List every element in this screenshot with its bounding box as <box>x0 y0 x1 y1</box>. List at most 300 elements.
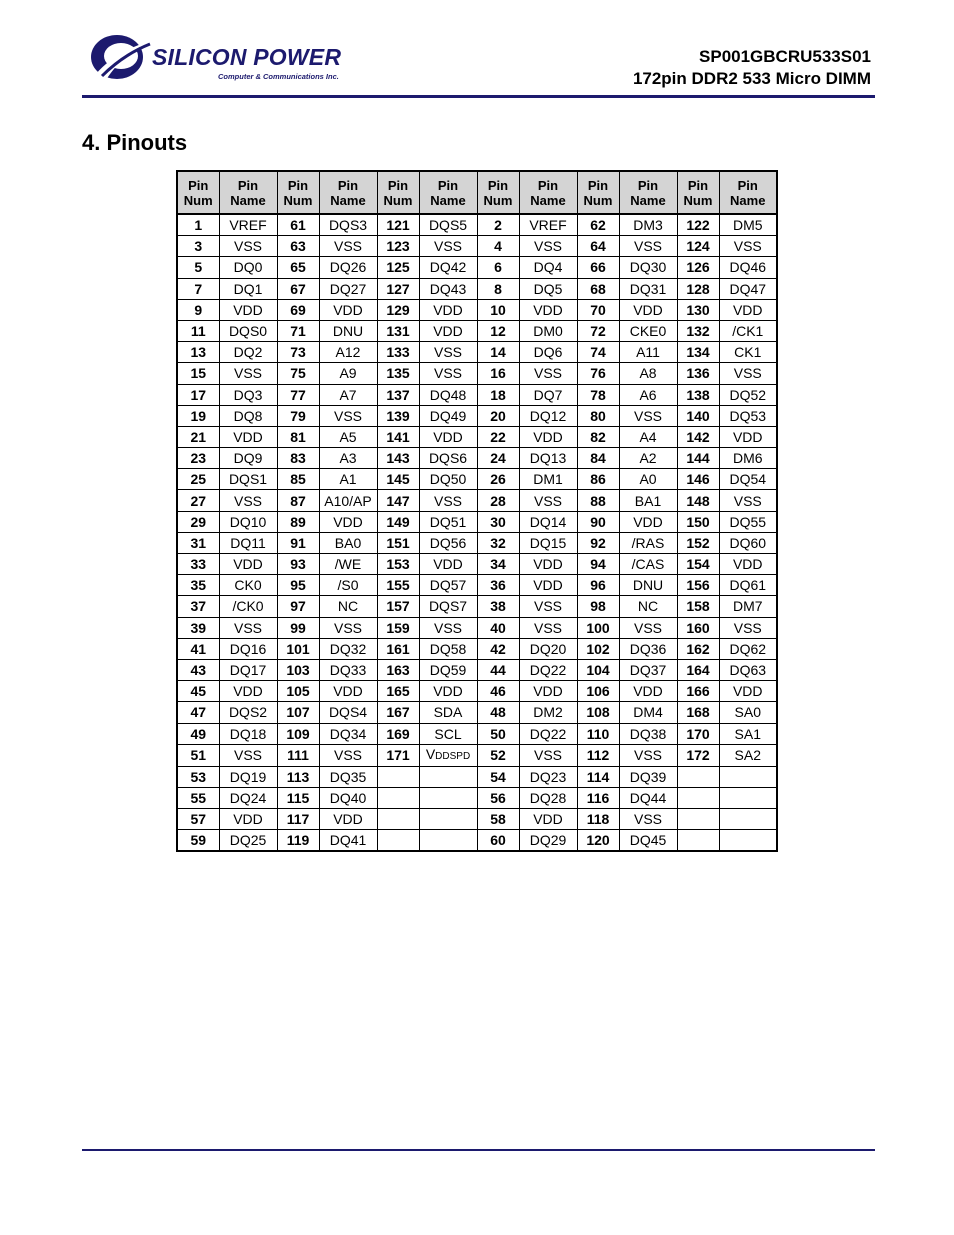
pin-name-cell: A11 <box>619 342 677 363</box>
pin-name-cell: DQ38 <box>619 723 677 744</box>
pin-name-cell: DQ52 <box>719 384 777 405</box>
column-header-line: Pin <box>587 177 609 193</box>
pin-number-cell: 16 <box>477 363 519 384</box>
pin-number-cell: 69 <box>277 299 319 320</box>
pin-number-cell: 136 <box>677 363 719 384</box>
pin-name-cell: BA1 <box>619 490 677 511</box>
pin-name-cell: DQ44 <box>619 787 677 808</box>
column-header-line: Pin <box>337 177 359 193</box>
pin-name-cell: DQ42 <box>419 257 477 278</box>
table-row <box>177 766 777 787</box>
table-row <box>177 702 777 723</box>
table-row <box>177 490 777 511</box>
pin-name-cell <box>719 766 777 787</box>
pin-name-cell: DQ0 <box>219 257 277 278</box>
pin-number-cell: 32 <box>477 532 519 553</box>
pin-name-cell: DQ61 <box>719 575 777 596</box>
pin-name-cell: DNU <box>619 575 677 596</box>
pin-number-cell: 3 <box>177 236 219 257</box>
pin-number-cell: 1 <box>177 214 219 236</box>
column-header-pin-name <box>219 171 277 214</box>
pin-name-cell: VDD <box>719 681 777 702</box>
pin-number-cell: 152 <box>677 532 719 553</box>
pin-number-cell: 169 <box>377 723 419 744</box>
pin-number-cell: 120 <box>577 830 619 852</box>
pin-name-cell: VSS <box>419 236 477 257</box>
pin-name-cell: VSS <box>419 342 477 363</box>
pin-number-cell: 70 <box>577 299 619 320</box>
pin-number-cell: 42 <box>477 638 519 659</box>
pin-number-cell: 161 <box>377 638 419 659</box>
pin-name-cell: VSS <box>519 596 577 617</box>
pin-name-cell: A8 <box>619 363 677 384</box>
pin-number-cell: 88 <box>577 490 619 511</box>
column-header-line: Num <box>683 192 713 208</box>
pin-number-cell: 145 <box>377 469 419 490</box>
pin-number-cell: 137 <box>377 384 419 405</box>
pin-name-cell: DQ23 <box>519 766 577 787</box>
pin-name-cell: A0 <box>619 469 677 490</box>
column-header-line: Num <box>383 192 413 208</box>
pin-name-cell: VDD <box>519 299 577 320</box>
table-row <box>177 342 777 363</box>
pin-name-cell: VDD <box>519 681 577 702</box>
pin-number-cell: 82 <box>577 426 619 447</box>
column-header-pin-name <box>419 171 477 214</box>
pin-number-cell: 86 <box>577 469 619 490</box>
pin-name-cell: DQ41 <box>319 830 377 852</box>
pin-name-cell: VSS <box>619 405 677 426</box>
pin-number-cell: 9 <box>177 299 219 320</box>
column-header-line: Name <box>430 192 466 208</box>
pin-number-cell: 51 <box>177 744 219 766</box>
pin-number-cell: 87 <box>277 490 319 511</box>
pin-name-cell: DM5 <box>719 214 777 236</box>
pin-number-cell: 56 <box>477 787 519 808</box>
pin-name-cell: VSS <box>519 363 577 384</box>
pin-number-cell <box>377 809 419 830</box>
pin-name-cell: DQS4 <box>319 702 377 723</box>
pin-name-cell: DQ32 <box>319 638 377 659</box>
pin-name-cell: DQS0 <box>219 320 277 341</box>
table-row <box>177 214 777 236</box>
column-header-pin-name <box>719 171 777 214</box>
pin-name-cell: DQ30 <box>619 257 677 278</box>
pin-number-cell: 73 <box>277 342 319 363</box>
pin-name-cell: DQ33 <box>319 659 377 680</box>
pin-number-cell: 8 <box>477 278 519 299</box>
column-header-line: Num <box>183 192 213 208</box>
pin-name-cell: DQ62 <box>719 638 777 659</box>
pin-number-cell: 135 <box>377 363 419 384</box>
column-header-pin-num <box>277 171 319 214</box>
pin-name-cell: /S0 <box>319 575 377 596</box>
pin-number-cell: 35 <box>177 575 219 596</box>
pin-number-cell: 144 <box>677 448 719 469</box>
pin-name-cell: DQ16 <box>219 638 277 659</box>
logo-swoosh-icon <box>88 30 152 86</box>
pin-name-cell: VDD <box>519 554 577 575</box>
pin-name-cell: DQS6 <box>419 448 477 469</box>
pin-number-cell: 80 <box>577 405 619 426</box>
pin-number-cell: 163 <box>377 659 419 680</box>
pin-name-cell: DQS1 <box>219 469 277 490</box>
pin-name-cell: VDD <box>319 809 377 830</box>
table-row <box>177 723 777 744</box>
table-row <box>177 659 777 680</box>
pin-number-cell: 22 <box>477 426 519 447</box>
pin-number-cell: 19 <box>177 405 219 426</box>
pin-number-cell: 65 <box>277 257 319 278</box>
pin-name-cell: SDA <box>419 702 477 723</box>
pin-number-cell: 30 <box>477 511 519 532</box>
pin-number-cell: 99 <box>277 617 319 638</box>
pin-name-cell: DQ50 <box>419 469 477 490</box>
pin-name-cell: DQ6 <box>519 342 577 363</box>
pin-name-cell: VDD <box>419 554 477 575</box>
pin-name-cell: DQS5 <box>419 214 477 236</box>
pin-number-cell: 138 <box>677 384 719 405</box>
pin-number-cell: 83 <box>277 448 319 469</box>
pin-number-cell: 103 <box>277 659 319 680</box>
pin-name-cell: A12 <box>319 342 377 363</box>
pin-number-cell: 48 <box>477 702 519 723</box>
part-number: SP001GBCRU533S01 <box>699 47 871 66</box>
pin-name-cell: DQ53 <box>719 405 777 426</box>
pin-number-cell: 72 <box>577 320 619 341</box>
pin-name-cell: DQ27 <box>319 278 377 299</box>
pin-name-cell: DQ5 <box>519 278 577 299</box>
pin-number-cell: 156 <box>677 575 719 596</box>
pin-number-cell: 5 <box>177 257 219 278</box>
pin-name-cell: A10/AP <box>319 490 377 511</box>
table-row <box>177 744 777 766</box>
pin-name-cell: DQ8 <box>219 405 277 426</box>
pin-number-cell: 141 <box>377 426 419 447</box>
pin-number-cell: 13 <box>177 342 219 363</box>
pin-name-cell: DQ4 <box>519 257 577 278</box>
pin-number-cell: 146 <box>677 469 719 490</box>
table-row <box>177 405 777 426</box>
pin-name-cell: VSS <box>719 236 777 257</box>
pin-number-cell: 133 <box>377 342 419 363</box>
pin-name-cell: VSS <box>619 809 677 830</box>
pin-number-cell: 38 <box>477 596 519 617</box>
pin-number-cell: 55 <box>177 787 219 808</box>
pin-name-cell: DM2 <box>519 702 577 723</box>
pin-number-cell: 18 <box>477 384 519 405</box>
pin-name-cell: VSS <box>519 744 577 766</box>
pin-number-cell: 109 <box>277 723 319 744</box>
pin-name-cell: DQS2 <box>219 702 277 723</box>
product-description: 172pin DDR2 533 Micro DIMM <box>632 69 871 88</box>
pin-number-cell: 36 <box>477 575 519 596</box>
pin-number-cell: 2 <box>477 214 519 236</box>
pin-name-cell: DQ56 <box>419 532 477 553</box>
pin-number-cell <box>677 809 719 830</box>
pin-name-cell: DQ48 <box>419 384 477 405</box>
pin-name-cell: VSS <box>619 744 677 766</box>
pin-number-cell: 78 <box>577 384 619 405</box>
table-row <box>177 320 777 341</box>
pin-name-cell: VSS <box>319 617 377 638</box>
pin-number-cell: 34 <box>477 554 519 575</box>
pin-name-cell: DQ2 <box>219 342 277 363</box>
pin-name-cell: VDD <box>319 299 377 320</box>
pin-name-cell: DQS3 <box>319 214 377 236</box>
pin-name-cell <box>419 766 477 787</box>
pin-number-cell: 12 <box>477 320 519 341</box>
pin-number-cell: 149 <box>377 511 419 532</box>
pin-number-cell: 54 <box>477 766 519 787</box>
pin-number-cell: 113 <box>277 766 319 787</box>
pin-number-cell: 39 <box>177 617 219 638</box>
pin-name-cell: DQ28 <box>519 787 577 808</box>
pin-number-cell: 154 <box>677 554 719 575</box>
pin-name-cell: DQ43 <box>419 278 477 299</box>
pin-number-cell: 105 <box>277 681 319 702</box>
pin-name-cell: DQ35 <box>319 766 377 787</box>
pin-name-cell: VSS <box>219 744 277 766</box>
pin-number-cell <box>377 787 419 808</box>
pin-name-cell: DQ10 <box>219 511 277 532</box>
pin-name-cell: DQ12 <box>519 405 577 426</box>
pin-name-cell: DQ51 <box>419 511 477 532</box>
pin-name-cell: VSS <box>219 236 277 257</box>
pin-number-cell: 111 <box>277 744 319 766</box>
pin-number-cell: 61 <box>277 214 319 236</box>
pin-name-cell: VSS <box>319 236 377 257</box>
pin-name-cell: DQ49 <box>419 405 477 426</box>
pin-name-cell: DQ58 <box>419 638 477 659</box>
pin-number-cell: 71 <box>277 320 319 341</box>
pin-name-cell: VREF <box>219 214 277 236</box>
pin-name-cell: VSS <box>719 617 777 638</box>
pin-name-cell: VDD <box>719 426 777 447</box>
pin-name-cell: A9 <box>319 363 377 384</box>
pin-name-cell: BA0 <box>319 532 377 553</box>
pin-number-cell: 57 <box>177 809 219 830</box>
table-row <box>177 787 777 808</box>
pin-number-cell: 151 <box>377 532 419 553</box>
pin-name-cell: DQ37 <box>619 659 677 680</box>
pin-number-cell: 95 <box>277 575 319 596</box>
pin-name-cell: A7 <box>319 384 377 405</box>
pin-number-cell: 160 <box>677 617 719 638</box>
column-header-pin-num <box>377 171 419 214</box>
pin-name-cell: NC <box>319 596 377 617</box>
column-header-line: Pin <box>287 177 309 193</box>
pin-name-cell: DQ34 <box>319 723 377 744</box>
pin-name-cell: A1 <box>319 469 377 490</box>
pin-number-cell: 47 <box>177 702 219 723</box>
pin-number-cell: 97 <box>277 596 319 617</box>
pin-name-cell: DNU <box>319 320 377 341</box>
column-header-pin-name <box>319 171 377 214</box>
pin-number-cell: 165 <box>377 681 419 702</box>
pin-name-cell: DQ22 <box>519 659 577 680</box>
pin-number-cell: 127 <box>377 278 419 299</box>
pin-number-cell: 126 <box>677 257 719 278</box>
pin-number-cell: 122 <box>677 214 719 236</box>
pin-name-cell: DQ54 <box>719 469 777 490</box>
pin-number-cell: 49 <box>177 723 219 744</box>
pin-number-cell: 150 <box>677 511 719 532</box>
pin-number-cell: 142 <box>677 426 719 447</box>
pin-number-cell: 107 <box>277 702 319 723</box>
pin-name-cell: DQ18 <box>219 723 277 744</box>
column-header-line: Name <box>530 192 566 208</box>
pin-number-cell: 166 <box>677 681 719 702</box>
pin-name-cell: VSS <box>219 363 277 384</box>
pin-number-cell: 100 <box>577 617 619 638</box>
pin-name-cell: A6 <box>619 384 677 405</box>
table-row <box>177 554 777 575</box>
pinout-table <box>176 170 778 852</box>
pin-number-cell: 139 <box>377 405 419 426</box>
pin-number-cell: 76 <box>577 363 619 384</box>
pin-name-cell: DM6 <box>719 448 777 469</box>
pin-number-cell: 129 <box>377 299 419 320</box>
pin-number-cell: 172 <box>677 744 719 766</box>
pin-name-cell: DQ14 <box>519 511 577 532</box>
pin-number-cell: 46 <box>477 681 519 702</box>
pin-name-cell: VDD <box>519 575 577 596</box>
pin-number-cell: 20 <box>477 405 519 426</box>
pin-number-cell: 117 <box>277 809 319 830</box>
pin-name-cell: /CK0 <box>219 596 277 617</box>
pin-name-cell: SCL <box>419 723 477 744</box>
pin-name-cell: CK0 <box>219 575 277 596</box>
pin-name-cell: VDD <box>219 554 277 575</box>
column-header-pin-num <box>477 171 519 214</box>
pin-number-cell: 125 <box>377 257 419 278</box>
pin-name-cell: DM0 <box>519 320 577 341</box>
pin-number-cell <box>677 830 719 852</box>
pin-number-cell: 130 <box>677 299 719 320</box>
pin-name-cell: A2 <box>619 448 677 469</box>
pin-number-cell: 164 <box>677 659 719 680</box>
pin-number-cell: 41 <box>177 638 219 659</box>
pin-number-cell: 155 <box>377 575 419 596</box>
pin-name-cell: /WE <box>319 554 377 575</box>
footer-divider <box>82 1149 875 1151</box>
pin-number-cell: 53 <box>177 766 219 787</box>
table-row <box>177 469 777 490</box>
pin-number-cell: 27 <box>177 490 219 511</box>
pin-number-cell: 92 <box>577 532 619 553</box>
pin-name-cell <box>719 830 777 852</box>
pin-name-cell <box>419 809 477 830</box>
pin-number-cell: 21 <box>177 426 219 447</box>
pin-name-cell: DQ29 <box>519 830 577 852</box>
pin-number-cell: 119 <box>277 830 319 852</box>
pin-name-cell: DQ55 <box>719 511 777 532</box>
pin-number-cell: 40 <box>477 617 519 638</box>
pin-name-cell: VDD <box>219 681 277 702</box>
pin-number-cell: 104 <box>577 659 619 680</box>
pin-name-cell: VSS <box>319 744 377 766</box>
pin-name-cell: DM7 <box>719 596 777 617</box>
column-header-line: Pin <box>737 177 758 193</box>
pin-name-cell: VSS <box>419 363 477 384</box>
column-header-pin-name <box>519 171 577 214</box>
table-row <box>177 809 777 830</box>
pin-name-cell: SA0 <box>719 702 777 723</box>
pin-name-cell: VDD <box>319 511 377 532</box>
pin-number-cell: 10 <box>477 299 519 320</box>
pin-number-cell: 140 <box>677 405 719 426</box>
pin-name-cell: VSS <box>519 490 577 511</box>
pin-name-cell: VSS <box>619 617 677 638</box>
pin-name-cell: VSS <box>419 617 477 638</box>
pin-number-cell: 96 <box>577 575 619 596</box>
pin-name-cell: NC <box>619 596 677 617</box>
pin-number-cell: 64 <box>577 236 619 257</box>
document-title <box>633 46 871 90</box>
pin-name-cell: VSS <box>719 490 777 511</box>
pin-number-cell <box>677 787 719 808</box>
pin-number-cell: 28 <box>477 490 519 511</box>
pin-number-cell: 98 <box>577 596 619 617</box>
column-header-line: Name <box>230 192 266 208</box>
column-header-line: Name <box>730 192 766 208</box>
pin-name-cell: DQ31 <box>619 278 677 299</box>
pin-number-cell: 81 <box>277 426 319 447</box>
pin-number-cell: 106 <box>577 681 619 702</box>
pin-name-cell: VDD <box>219 809 277 830</box>
column-header-line: Pin <box>237 177 259 193</box>
pin-name-cell: DQ15 <box>519 532 577 553</box>
pin-number-cell: 68 <box>577 278 619 299</box>
pin-name-cell: VSS <box>719 363 777 384</box>
pin-number-cell: 171 <box>377 744 419 766</box>
pin-number-cell: 157 <box>377 596 419 617</box>
pin-number-cell: 89 <box>277 511 319 532</box>
pin-name-cell: DM4 <box>619 702 677 723</box>
pin-name-cell: VDD <box>419 299 477 320</box>
column-header-line: Pin <box>437 177 459 193</box>
pin-name-cell: DQ46 <box>719 257 777 278</box>
pin-number-cell: 93 <box>277 554 319 575</box>
company-logo <box>88 30 368 86</box>
table-row <box>177 426 777 447</box>
pin-name-cell: VSS <box>519 236 577 257</box>
pin-number-cell: 167 <box>377 702 419 723</box>
pin-number-cell: 15 <box>177 363 219 384</box>
pin-number-cell: 37 <box>177 596 219 617</box>
pin-name-cell: VSS <box>619 236 677 257</box>
table-row <box>177 532 777 553</box>
pin-number-cell: 77 <box>277 384 319 405</box>
pin-name-cell: DQ59 <box>419 659 477 680</box>
pin-number-cell <box>377 766 419 787</box>
column-header-line: Pin <box>637 177 659 193</box>
pin-number-cell: 116 <box>577 787 619 808</box>
pin-number-cell: 67 <box>277 278 319 299</box>
pin-number-cell: 60 <box>477 830 519 852</box>
column-header-line: Pin <box>387 177 409 193</box>
pin-name-cell: DQ39 <box>619 766 677 787</box>
pin-number-cell: 121 <box>377 214 419 236</box>
pin-name-cell: CK1 <box>719 342 777 363</box>
pin-number-cell: 131 <box>377 320 419 341</box>
pin-name-cell: CKE0 <box>619 320 677 341</box>
pin-name-cell: DQ24 <box>219 787 277 808</box>
pin-name-cell <box>419 830 477 852</box>
pin-number-cell: 158 <box>677 596 719 617</box>
pin-name-cell: VDD <box>719 299 777 320</box>
